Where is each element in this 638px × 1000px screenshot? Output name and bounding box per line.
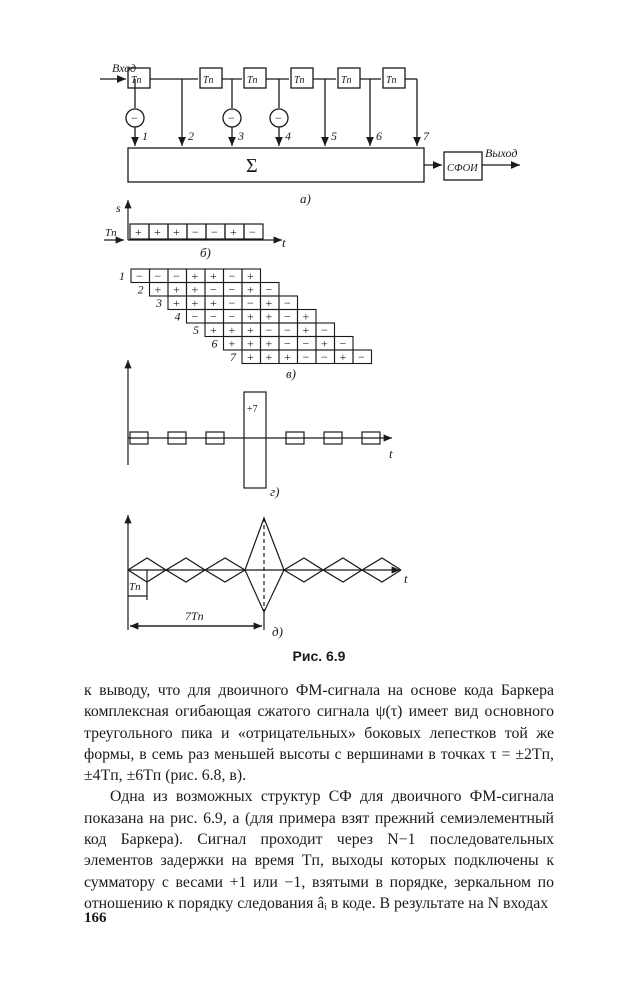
taps: [126, 79, 430, 146]
product-sign: +: [191, 282, 199, 297]
text-line: с вершинами в точках τ = ±2Tп, ±4Tп, ±6Tп (рис. 6.8, в).: [84, 745, 554, 785]
tp-label: Tп: [105, 227, 117, 239]
product-sign: −: [284, 296, 291, 310]
product-sign: +: [321, 336, 328, 351]
code-sign: −: [192, 225, 199, 239]
tap-number: 4: [285, 129, 291, 143]
summator-symbol: Σ: [246, 155, 258, 177]
code-sign: +: [230, 225, 237, 239]
axis-s-label: s: [116, 201, 121, 215]
output-label: Выход: [485, 146, 518, 160]
product-sign: +: [173, 282, 180, 297]
product-sign: +: [247, 323, 254, 337]
input-label: Вход: [112, 61, 137, 75]
code-sign: +: [135, 225, 142, 239]
product-sign: +: [210, 296, 217, 310]
product-sign: +: [247, 282, 254, 297]
code-sign: −: [211, 225, 218, 239]
product-sign: +: [173, 296, 180, 310]
product-sign: +: [302, 309, 310, 324]
body-text: [84, 680, 554, 914]
delay-chain: [128, 68, 417, 88]
product-sign: +: [265, 309, 273, 324]
svg-text:Tп: Tп: [131, 75, 142, 86]
text-line: вид основного треугольного пика и «отрицательных» боковых: [84, 703, 554, 742]
tap-number: 6: [376, 129, 382, 143]
product-sign: +: [228, 323, 236, 337]
product-sign: +: [191, 296, 199, 310]
svg-text:Tп: Tп: [294, 75, 305, 86]
axis-t-label: t: [282, 235, 286, 250]
peak-label: +7: [247, 404, 258, 415]
code-sign: +: [173, 225, 180, 239]
product-sign: −: [284, 323, 291, 337]
product-sign: +: [247, 336, 254, 351]
product-sign: −: [247, 296, 254, 310]
product-sign: +: [265, 336, 273, 351]
product-sign: +: [210, 323, 217, 337]
row-number: 3: [156, 296, 162, 310]
tap-number: 3: [238, 129, 244, 143]
svg-text:−: −: [275, 111, 282, 125]
panel-label-d: г): [270, 484, 280, 499]
sfoi-label: СФОИ: [447, 163, 478, 174]
product-sign: −: [339, 336, 347, 351]
tap-number: 7: [423, 129, 429, 143]
barker-code-cells: [130, 224, 263, 239]
text-line: через N−1 последовательных элементов задержки на время: [84, 831, 554, 870]
panel-c-product-table: [119, 269, 372, 364]
product-sign: +: [154, 282, 162, 297]
product-sign: −: [302, 350, 310, 364]
panel-label-c: в): [286, 366, 296, 381]
row-number: 1: [119, 269, 125, 283]
product-sign: −: [228, 296, 236, 310]
product-sign: +: [247, 350, 254, 364]
text-line: +1 или −1, взятыми в порядке, зеркальном по отношению: [84, 873, 554, 912]
product-sign: −: [265, 282, 273, 297]
summator: [128, 148, 424, 182]
text-line: к выводу, что для двоичного ФМ-сигнала на основе кода: [84, 682, 494, 699]
product-sign: −: [284, 336, 291, 351]
product-sign: +: [265, 296, 273, 310]
product-sign: −: [136, 269, 143, 283]
code-sign: +: [154, 225, 161, 239]
panel-label-b: б): [200, 245, 211, 260]
product-sign: −: [321, 350, 328, 364]
svg-text:−: −: [131, 111, 138, 125]
product-sign: +: [247, 269, 254, 283]
panel-d-correlation-samples: [128, 360, 393, 499]
text-line: Tп, выходы которых подключены к сумматору с весами: [84, 852, 554, 891]
text-line: к порядку следования âᵢ в коде. В результате на N входах: [166, 894, 549, 912]
svg-text:Tп: Tп: [203, 75, 214, 86]
figure-caption: Рис. 6.9: [292, 648, 346, 664]
product-sign: −: [228, 309, 236, 324]
panel-e-envelope: [128, 515, 408, 639]
text-line: прежний семиэлементный код Баркера). Сигнал проходит: [84, 809, 555, 849]
span-label: 7Tп: [185, 609, 204, 623]
tap-number: 2: [188, 129, 194, 143]
row-number: 6: [211, 336, 218, 351]
panel-label-a: а): [300, 191, 311, 206]
product-sign: +: [302, 323, 310, 337]
axis-t-label: t: [404, 571, 408, 586]
text-line: ФМ-сигнала показана на рис. 6.9, а (для примера взят: [84, 788, 554, 827]
product-sign: −: [321, 323, 328, 337]
svg-text:−: −: [228, 111, 235, 125]
product-sign: +: [265, 350, 273, 364]
tap-number: 1: [142, 129, 148, 143]
svg-text:Tп: Tп: [386, 75, 397, 86]
paragraph-1: [84, 680, 554, 786]
tap-number: 5: [331, 129, 337, 143]
product-sign: +: [339, 350, 347, 364]
panel-a-block-diagram: [100, 61, 520, 206]
product-sign: +: [284, 350, 291, 364]
product-sign: +: [247, 309, 254, 324]
code-sign: −: [249, 225, 256, 239]
product-sign: +: [228, 336, 236, 351]
row-number: 2: [137, 282, 144, 297]
row-number: 5: [193, 323, 199, 337]
product-sign: −: [210, 309, 217, 324]
text-line: Одна из возможных структур СФ для двоичного: [110, 788, 462, 806]
product-sign: −: [154, 269, 162, 283]
text-line: лепестков той же формы, в семь раз меньшей высоты: [84, 724, 555, 763]
axis-t-label: t: [389, 446, 393, 461]
product-sign: −: [284, 309, 291, 324]
panel-b-barker-code: [104, 200, 286, 260]
product-sign: −: [228, 282, 236, 297]
row-number: 4: [174, 309, 181, 324]
product-sign: −: [228, 269, 236, 283]
svg-text:Tп: Tп: [247, 75, 258, 86]
product-sign: −: [173, 269, 180, 283]
product-sign: −: [302, 336, 310, 351]
panel-label-e: д): [272, 624, 283, 639]
product-sign: +: [191, 269, 199, 283]
product-sign: −: [265, 323, 273, 337]
row-number: 7: [230, 350, 236, 364]
product-sign: +: [210, 269, 217, 283]
text-line: Баркера комплексная огибающая сжатого сигнала ψ(τ) имеет: [84, 682, 555, 721]
tp-label: Tп: [129, 581, 141, 593]
svg-text:Tп: Tп: [341, 75, 352, 86]
page-number: 166: [84, 910, 107, 926]
product-sign: −: [191, 309, 199, 324]
product-sign: −: [210, 282, 217, 297]
product-sign: −: [358, 350, 365, 364]
paragraph-2: [84, 786, 554, 914]
